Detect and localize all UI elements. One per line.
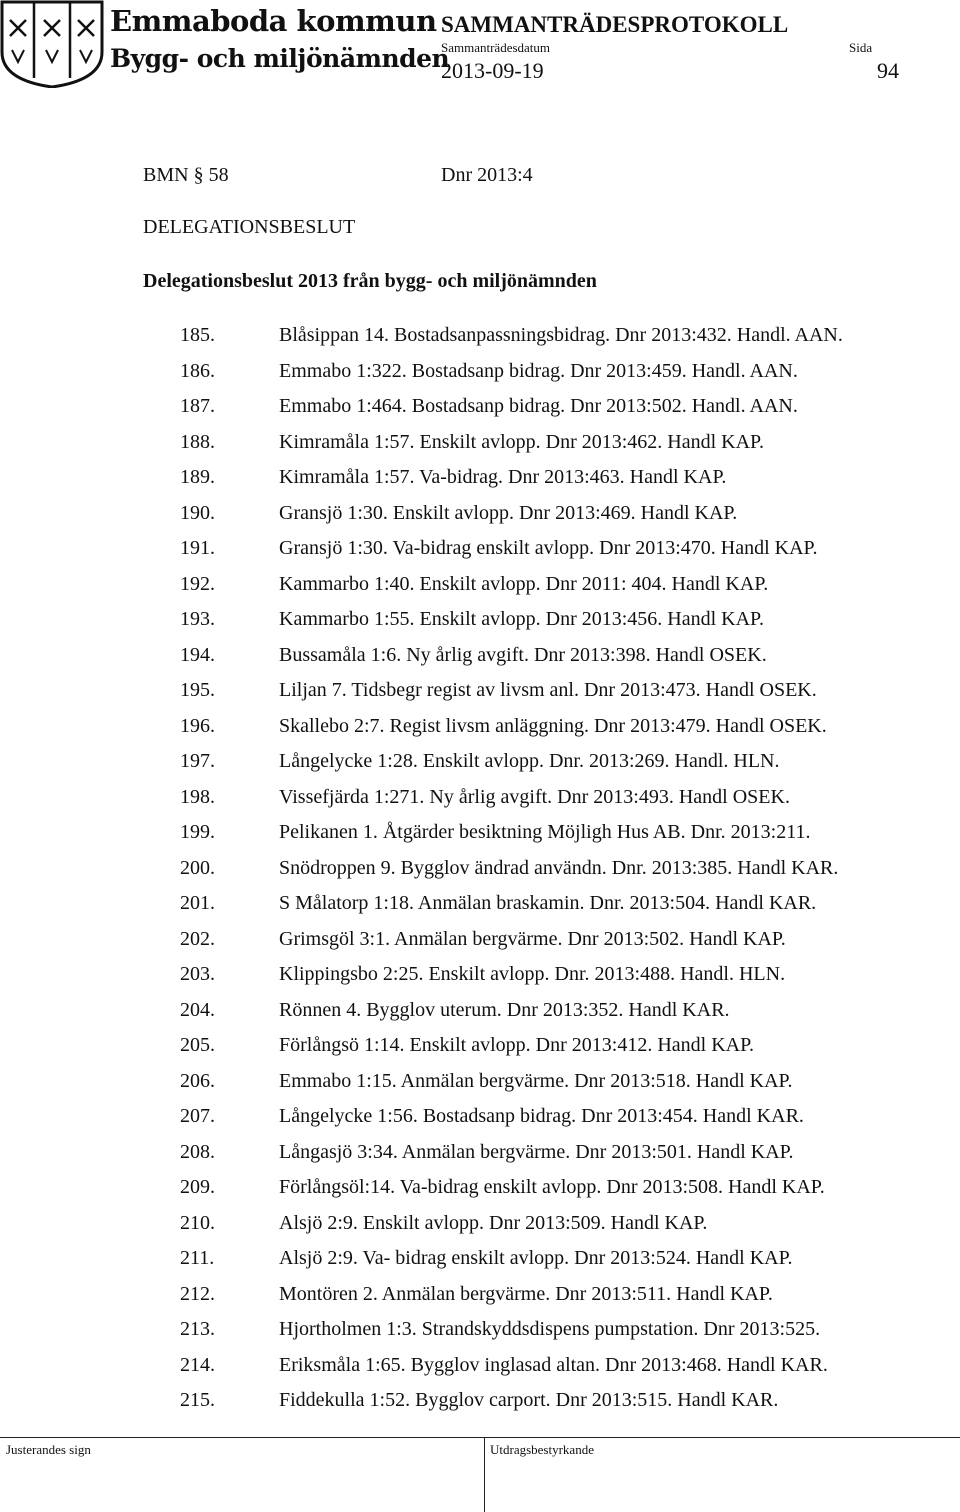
decision-number: 209. [180, 1176, 215, 1198]
decision-number: 198. [180, 786, 215, 808]
decision-number: 186. [180, 360, 215, 382]
decision-item [0, 1069, 960, 1095]
decision-number: 196. [180, 715, 215, 737]
decision-number: 190. [180, 502, 215, 524]
decision-item [0, 856, 960, 882]
section-title: DELEGATIONSBESLUT [143, 216, 356, 238]
decision-text: Alsjö 2:9. Va- bidrag enskilt avlopp. Dnr 2013:524. Handl KAP. [279, 1247, 793, 1269]
decision-item [0, 1211, 960, 1237]
decision-item [0, 962, 960, 988]
decision-text: Klippingsbo 2:25. Enskilt avlopp. Dnr. 2013:488. Handl. HLN. [279, 963, 786, 985]
footer-justerandes-sign: Justerandes sign [6, 1442, 91, 1457]
page-label: Sida [849, 40, 873, 55]
decision-item [0, 749, 960, 775]
meeting-date-label: Sammanträdesdatum [441, 40, 551, 55]
decision-number: 188. [180, 431, 215, 453]
decision-text: Kammarbo 1:55. Enskilt avlopp. Dnr 2013:456. Handl KAP. [279, 608, 764, 630]
decision-number: 211. [180, 1247, 215, 1269]
decision-text: Kimramåla 1:57. Enskilt avlopp. Dnr 2013:462. Handl KAP. [279, 431, 764, 453]
decision-number: 203. [180, 963, 215, 985]
decision-item [0, 820, 960, 846]
decision-text: Emmabo 1:15. Anmälan bergvärme. Dnr 2013:518. Handl KAP. [279, 1070, 793, 1092]
decision-number: 185. [180, 324, 215, 346]
decision-item [0, 323, 960, 349]
decision-text: Förlångsöl:14. Va-bidrag enskilt avlopp. Dnr 2013:508. Handl KAP. [279, 1176, 825, 1198]
decision-text: Grimsgöl 3:1. Anmälan bergvärme. Dnr 2013:502. Handl KAP. [279, 928, 786, 950]
page-number: 94 [877, 58, 899, 83]
decision-text: Gransjö 1:30. Va-bidrag enskilt avlopp. Dnr 2013:470. Handl KAP. [279, 537, 818, 559]
decision-item [0, 891, 960, 917]
decision-item [0, 501, 960, 527]
decision-number: 195. [180, 679, 215, 701]
municipality-name: Emmaboda kommun [110, 4, 437, 38]
decision-text: Förlångsö 1:14. Enskilt avlopp. Dnr 2013:412. Handl KAP. [279, 1034, 754, 1056]
decision-text: Liljan 7. Tidsbegr regist av livsm anl. Dnr 2013:473. Handl OSEK. [279, 679, 817, 701]
decision-number: 205. [180, 1034, 215, 1056]
decision-item [0, 465, 960, 491]
decision-text: Eriksmåla 1:65. Bygglov inglasad altan. Dnr 2013:468. Handl KAR. [279, 1354, 828, 1376]
paragraph-reference: BMN § 58 [143, 164, 229, 186]
decision-number: 215. [180, 1389, 215, 1411]
decision-text: Pelikanen 1. Åtgärder besiktning Möjligh Hus AB. Dnr. 2013:211. [279, 821, 811, 843]
decision-number: 187. [180, 395, 215, 417]
decision-text: Gransjö 1:30. Enskilt avlopp. Dnr 2013:469. Handl KAP. [279, 502, 738, 524]
footer-rule [0, 1437, 960, 1438]
decision-text: Fiddekulla 1:52. Bygglov carport. Dnr 2013:515. Handl KAR. [279, 1389, 779, 1411]
decision-item [0, 359, 960, 385]
decision-text: Långelycke 1:56. Bostadsanp bidrag. Dnr 2013:454. Handl KAR. [279, 1105, 804, 1127]
decision-item [0, 1353, 960, 1379]
decision-number: 213. [180, 1318, 215, 1340]
decision-number: 197. [180, 750, 215, 772]
decision-item [0, 714, 960, 740]
decision-item [0, 572, 960, 598]
decision-number: 201. [180, 892, 215, 914]
decision-number: 194. [180, 644, 215, 666]
decision-text: Emmabo 1:322. Bostadsanp bidrag. Dnr 2013:459. Handl. AAN. [279, 360, 798, 382]
decision-item [0, 785, 960, 811]
decision-item [0, 394, 960, 420]
decision-text: Hjortholmen 1:3. Strandskyddsdispens pumpstation. Dnr 2013:525. [279, 1318, 821, 1340]
decision-number: 210. [180, 1212, 215, 1234]
decision-item [0, 678, 960, 704]
decision-number: 207. [180, 1105, 215, 1127]
footer-divider [484, 1437, 485, 1512]
document-type: SAMMANTRÄDESPROTOKOLL [441, 12, 789, 37]
decision-item [0, 1388, 960, 1414]
decision-item [0, 1104, 960, 1130]
decision-number: 208. [180, 1141, 215, 1163]
decision-text: Montören 2. Anmälan bergvärme. Dnr 2013:511. Handl KAP. [279, 1283, 773, 1305]
decision-number: 200. [180, 857, 215, 879]
decision-text: Långasjö 3:34. Anmälan bergvärme. Dnr 2013:501. Handl KAP. [279, 1141, 794, 1163]
decision-item [0, 1140, 960, 1166]
decision-number: 191. [180, 537, 215, 559]
decision-number: 202. [180, 928, 215, 950]
decision-number: 189. [180, 466, 215, 488]
decision-text: Kimramåla 1:57. Va-bidrag. Dnr 2013:463. Handl KAP. [279, 466, 727, 488]
decision-text: Bussamåla 1:6. Ny årlig avgift. Dnr 2013:398. Handl OSEK. [279, 644, 767, 666]
board-name: Bygg- och miljönämnden [110, 44, 450, 73]
decision-number: 192. [180, 573, 215, 595]
decision-item [0, 1246, 960, 1272]
municipal-crest-icon [0, 0, 104, 88]
decision-number: 193. [180, 608, 215, 630]
decision-item [0, 536, 960, 562]
decision-text: Skallebo 2:7. Regist livsm anläggning. Dnr 2013:479. Handl OSEK. [279, 715, 827, 737]
decision-number: 212. [180, 1283, 215, 1305]
meeting-date: 2013-09-19 [441, 58, 544, 83]
decision-text: Blåsippan 14. Bostadsanpassningsbidrag. Dnr 2013:432. Handl. AAN. [279, 324, 843, 346]
decision-item [0, 607, 960, 633]
decision-item [0, 998, 960, 1024]
decision-item [0, 927, 960, 953]
decision-item [0, 1033, 960, 1059]
decision-number: 199. [180, 821, 215, 843]
decision-text: Vissefjärda 1:271. Ny årlig avgift. Dnr 2013:493. Handl OSEK. [279, 786, 790, 808]
decision-item [0, 1282, 960, 1308]
decision-number: 204. [180, 999, 215, 1021]
decision-item [0, 1317, 960, 1343]
decision-number: 214. [180, 1354, 215, 1376]
decision-text: Rönnen 4. Bygglov uterum. Dnr 2013:352. Handl KAR. [279, 999, 730, 1021]
case-number: Dnr 2013:4 [441, 164, 533, 186]
footer-utdragsbestyrkande: Utdragsbestyrkande [490, 1442, 594, 1457]
decision-number: 206. [180, 1070, 215, 1092]
decision-item [0, 430, 960, 456]
decision-text: Emmabo 1:464. Bostadsanp bidrag. Dnr 2013:502. Handl. AAN. [279, 395, 798, 417]
section-subtitle: Delegationsbeslut 2013 från bygg- och miljönämnden [143, 270, 597, 292]
decision-text: Långelycke 1:28. Enskilt avlopp. Dnr. 2013:269. Handl. HLN. [279, 750, 780, 772]
decision-text: S Målatorp 1:18. Anmälan braskamin. Dnr. 2013:504. Handl KAR. [279, 892, 817, 914]
page-header [0, 0, 960, 90]
decision-text: Alsjö 2:9. Enskilt avlopp. Dnr 2013:509. Handl KAP. [279, 1212, 708, 1234]
decision-item [0, 1175, 960, 1201]
decision-text: Snödroppen 9. Bygglov ändrad användn. Dnr. 2013:385. Handl KAR. [279, 857, 839, 879]
decision-item [0, 643, 960, 669]
decision-text: Kammarbo 1:40. Enskilt avlopp. Dnr 2011: 404. Handl KAP. [279, 573, 769, 595]
